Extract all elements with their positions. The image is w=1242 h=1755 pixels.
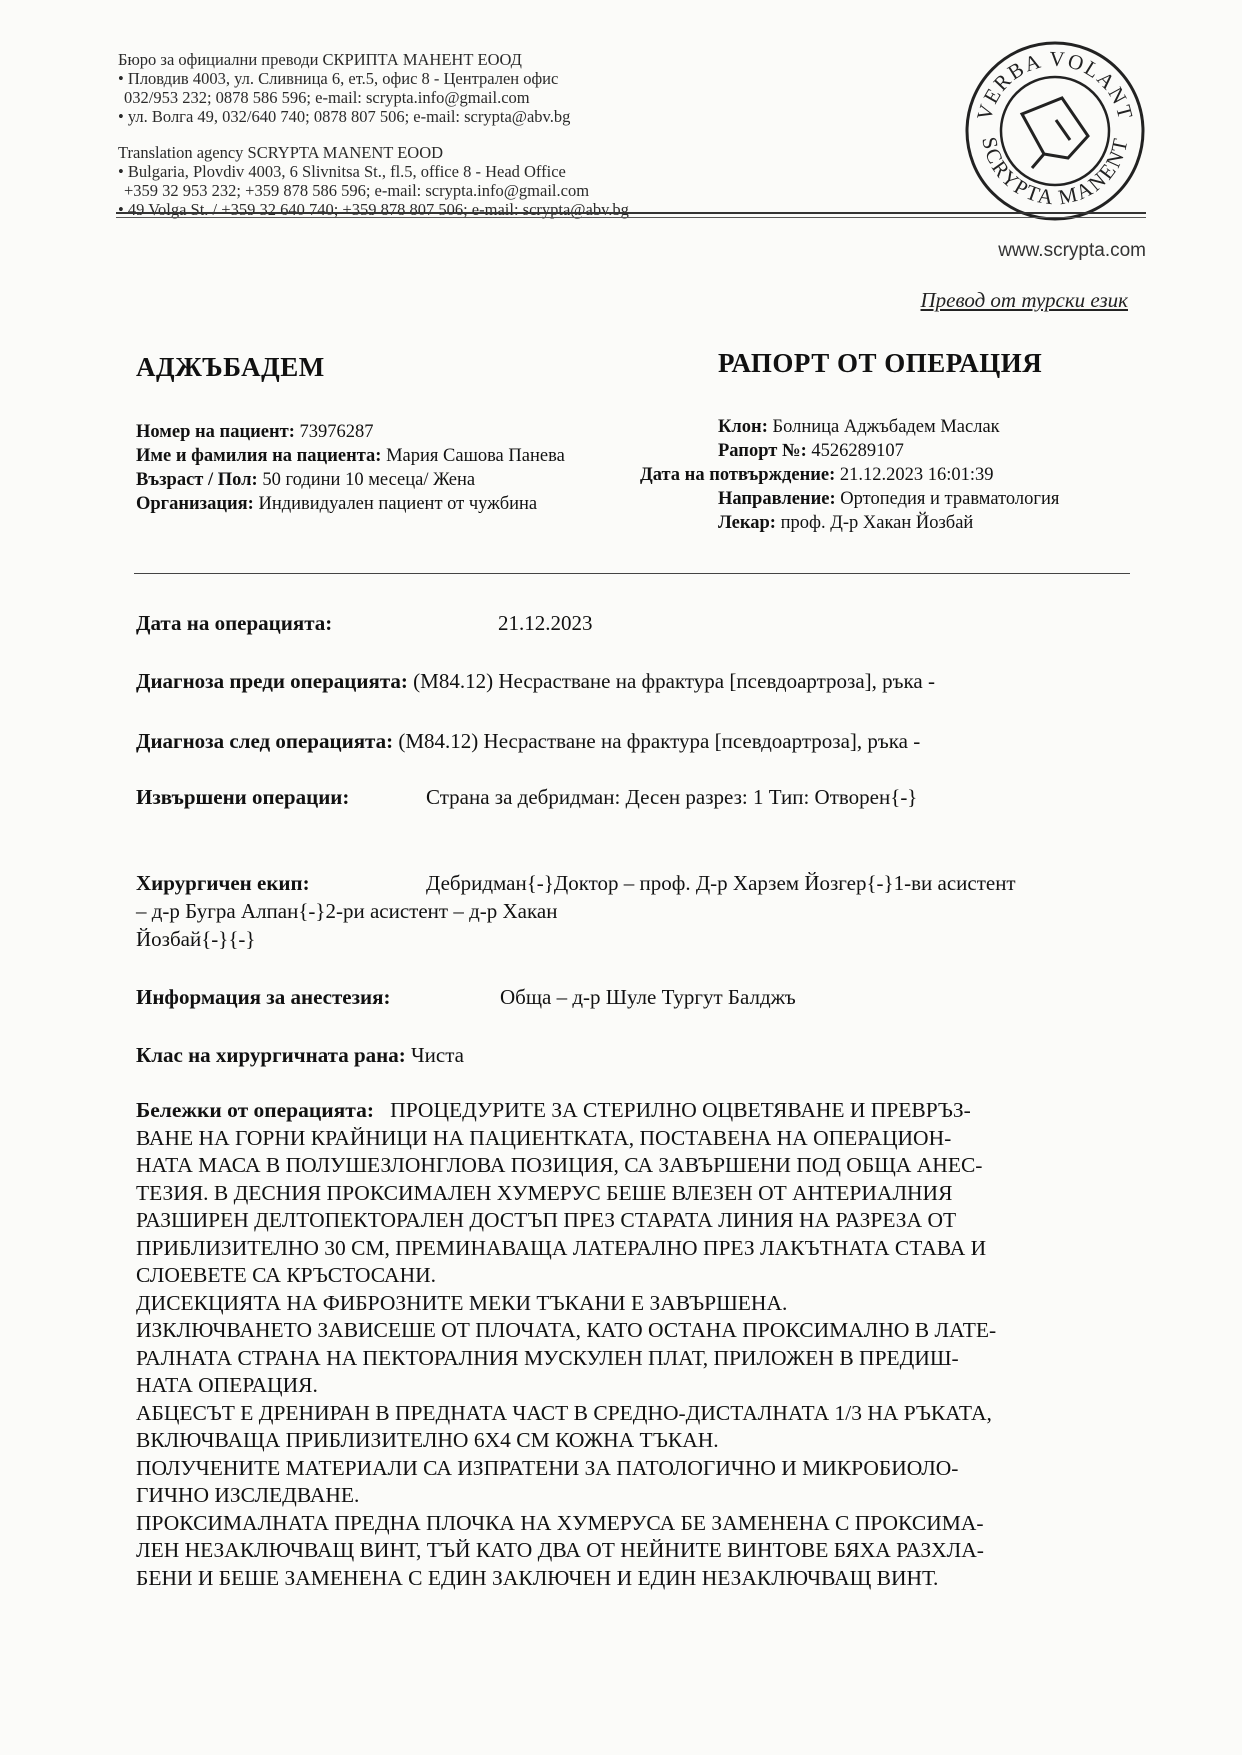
anesthesia-row: Информация за анестезия: Обща – д-р Шуле Тургут Балджъ [136, 985, 796, 1009]
notes-line: ИЗКЛЮЧВАНЕТО ЗАВИСЕШЕ ОТ ПЛОЧАТА, КАТО ОСТАНА ПРОКСИМАЛНО В ЛАТЕ- [136, 1318, 997, 1342]
seal-text-top: VERBA VOLANT [971, 46, 1139, 124]
notes-line: РАЛНАТА СТРАНА НА ПЕКТОРАЛНИЯ МУСКУЛЕН ПЛАТ, ПРИЛОЖЕН В ПРЕДИШ- [136, 1345, 959, 1370]
branch-value: Болница Аджъбадем Маслак [772, 417, 1000, 437]
notes-line: АБЦЕСЪТ Е ДРЕНИРАН В ПРЕДНАТА ЧАСТ В СРЕДНО-ДИСТАЛНАТА 1/3 НА РЪКАТА, [136, 1400, 992, 1425]
letterhead-line: 032/953 232; 0878 586 596; e-mail: scrypta.info@gmail.com [124, 88, 530, 107]
patient-info [136, 420, 565, 516]
operation-date: 21.12.2023 [498, 611, 593, 635]
notes-line: ЛЕН НЕЗАКЛЮЧВАЩ ВИНТ, ТЪЙ КАТО ДВА ОТ НЕЙНИТЕ ВИНТОВЕ БЯХА РАЗХЛА- [136, 1538, 984, 1562]
notes-line: ДИСЕКЦИЯТА НА ФИБРОЗНИТЕ МЕКИ ТЪКАНИ Е ЗАВЪРШЕНА. [136, 1290, 788, 1315]
website-text: www.scrypta.com [998, 240, 1146, 261]
patient-age-row: Възраст / Пол: 50 години 10 месеца/ Жена [136, 470, 476, 490]
notes-line: ГИЧНО ИЗСЛЕДВАНЕ. [136, 1483, 360, 1507]
notes-line: ПРОКСИМАЛНАТА ПРЕДНА ПЛОЧКА НА ХУМЕРУСА БЕ ЗАМЕНЕНА С ПРОКСИМА- [136, 1510, 984, 1535]
post-diagnosis: (M84.12) Несрастване на фрактура [псевдоартроза], ръка - [398, 729, 921, 753]
report-info [640, 415, 1059, 535]
seal-text-bottom: SCRYPTA MANENT [977, 134, 1133, 210]
notes-line: ВАНЕ НА ГОРНИ КРАЙНИЦИ НА ПАЦИЕНТКАТА, ПОСТАВЕНА НА ОПЕРАЦИОН- [136, 1125, 952, 1150]
letterhead-line: • Bulgaria, Plovdiv 4003, 6 Slivnitsa St., fl.5, office 8 - Head Office [118, 162, 566, 181]
notes-line: БЕНИ И БЕШЕ ЗАМЕНЕНА С ЕДИН ЗАКЛЮЧЕН И ЕДИН НЕЗАКЛЮЧВАЩ ВИНТ. [136, 1565, 939, 1590]
letterhead-line: Translation agency SCRYPTA MANENT EOOD [118, 143, 444, 162]
letterhead-line: • 49 Volga St. / +359 32 640 740; +359 878 807 506; e-mail: scrypta@abv.bg [118, 200, 629, 219]
notes-line: РАЗШИРЕН ДЕЛТОПЕКТОРАЛЕН ДОСТЪП ПРЕЗ СТАРАТА ЛИНИЯ НА РАЗРЕЗА ОТ [136, 1208, 957, 1232]
notes-line: Бележки от операцията: ПРОЦЕДУРИТЕ ЗА СТЕРИЛНО ОЦВЕТЯВАНЕ И ПРЕВРЪЗ- [136, 1098, 971, 1122]
patient-number-row: Номер на пациент: 73976287 [136, 422, 374, 442]
notes-line: НАТА МАСА В ПОЛУШЕЗЛОНГЛОВА ПОЗИЦИЯ, СА ЗАВЪРШЕНИ ПОД ОБЩА АНЕС- [136, 1153, 983, 1177]
patient-name-row: Име и фамилия на пациента: Мария Сашова Панева [136, 446, 565, 466]
section-divider [134, 573, 1130, 574]
pre-diagnosis-row: Диагноза преди операцията: (M84.12) Несрастване на фрактура [псевдоартроза], ръка - [136, 669, 935, 693]
letterhead-line: Бюро за официални преводи СКРИПТА МАНЕНТ ЕООД [118, 50, 522, 69]
wound-class-row: Клас на хирургичната рана: Чиста [136, 1043, 464, 1067]
letterhead-rule [116, 212, 1146, 214]
doctor-value: проф. Д-р Хакан Йозбай [780, 513, 974, 533]
notes-line: СЛОЕВЕТЕ СА КРЪСТОСАНИ. [136, 1263, 437, 1287]
notes-line: НАТА ОПЕРАЦИЯ. [136, 1373, 318, 1397]
branch-row: Клон: Болница Аджъбадем Маслак [718, 417, 1000, 437]
patient-age: 50 години 10 месеца/ Жена [262, 470, 476, 490]
anesthesia-value: Обща – д-р Шуле Тургут Балджъ [500, 985, 796, 1009]
notes-line: ВКЛЮЧВАЩА ПРИБЛИЗИТЕЛНО 6Х4 СМ КОЖНА ТЪКАН. [136, 1428, 719, 1452]
post-diagnosis-row: Диагноза след операцията: (M84.12) Несрастване на фрактура [псевдоартроза], ръка - [136, 729, 921, 753]
notes-line: ПРИБЛИЗИТЕЛНО 30 СМ, ПРЕМИНАВАЩА ЛАТЕРАЛНО ПРЕЗ ЛАКЪТНАТА СТАВА И [136, 1235, 987, 1260]
dept-value: Ортопедия и травматология [840, 489, 1060, 509]
patient-org-row: Организация: Индивидуален пациент от чужбина [136, 494, 538, 514]
procedures-row: Извършени операции: Страна за дебридман: Десен разрез: 1 Тип: Отворен{-} [136, 785, 918, 809]
letterhead-rule-thin [116, 217, 1146, 218]
dept-row: Направление: Ортопедия и травматология [718, 489, 1060, 509]
procedures-value: Страна за дебридман: Десен разрез: 1 Тип: Отворен{-} [426, 785, 918, 809]
patient-org: Индивидуален пациент от чужбина [258, 494, 538, 514]
surgical-team-line2: – д-р Бугра Алпан{-}2-ри асистент – д-р Хакан [136, 899, 558, 923]
letterhead-en [118, 143, 838, 219]
surgical-team-line1: Дебридман{-}Доктор – проф. Д-р Харзем Йозгер{-}1-ви асистент [426, 871, 1016, 895]
patient-name: Мария Сашова Панева [386, 446, 565, 466]
notes-line: ТЕЗИЯ. В ДЕСНИЯ ПРОКСИМАЛЕН ХУМЕРУС БЕШЕ ВЛЕЗЕН ОТ АНТЕРИАЛНИЯ [136, 1180, 953, 1205]
operation-notes [136, 1097, 1126, 1592]
report-no-value: 4526289107 [811, 441, 904, 461]
patient-number: 73976287 [299, 422, 374, 442]
surgical-team-row: Хирургичен екип: Дебридман{-}Доктор – проф. Д-р Харзем Йозгер{-}1-ви асистент [136, 871, 1016, 895]
translation-note: Превод от турски език [920, 288, 1128, 312]
operation-date-row: Дата на операцията: 21.12.2023 [136, 611, 593, 635]
confirm-row: Дата на потвърждение: 21.12.2023 16:01:39 [640, 465, 994, 485]
pre-diagnosis: (M84.12) Несрастване на фрактура [псевдоартроза], ръка - [413, 669, 935, 693]
doctor-row: Лекар: проф. Д-р Хакан Йозбай [718, 513, 974, 533]
letterhead-line: +359 32 953 232; +359 878 586 596; e-mail: scrypta.info@gmail.com [124, 181, 590, 200]
wound-class-value: Чиста [411, 1043, 464, 1067]
agency-seal-icon [960, 36, 1150, 226]
notes-line: ПОЛУЧЕНИТЕ МАТЕРИАЛИ СА ИЗПРАТЕНИ ЗА ПАТОЛОГИЧНО И МИКРОБИОЛО- [136, 1455, 959, 1480]
report-no-row: Рапорт №: 4526289107 [718, 441, 904, 461]
letterhead-line: • Пловдив 4003, ул. Сливница 6, ет.5, офис 8 - Централен офис [118, 69, 559, 88]
confirm-value: 21.12.2023 16:01:39 [839, 465, 994, 485]
surgical-team-line3: Йозбай{-}{-} [136, 927, 256, 951]
report-title: РАПОРТ ОТ ОПЕРАЦИЯ [718, 348, 1043, 378]
letterhead-line: • ул. Волга 49, 032/640 740; 0878 807 506; e-mail: scrypta@abv.bg [118, 107, 571, 126]
svg-text:VERBA VOLANT [972, 47, 1138, 123]
letterhead-bg [118, 50, 838, 126]
hospital-title: АДЖЪБАДЕМ [136, 352, 325, 382]
